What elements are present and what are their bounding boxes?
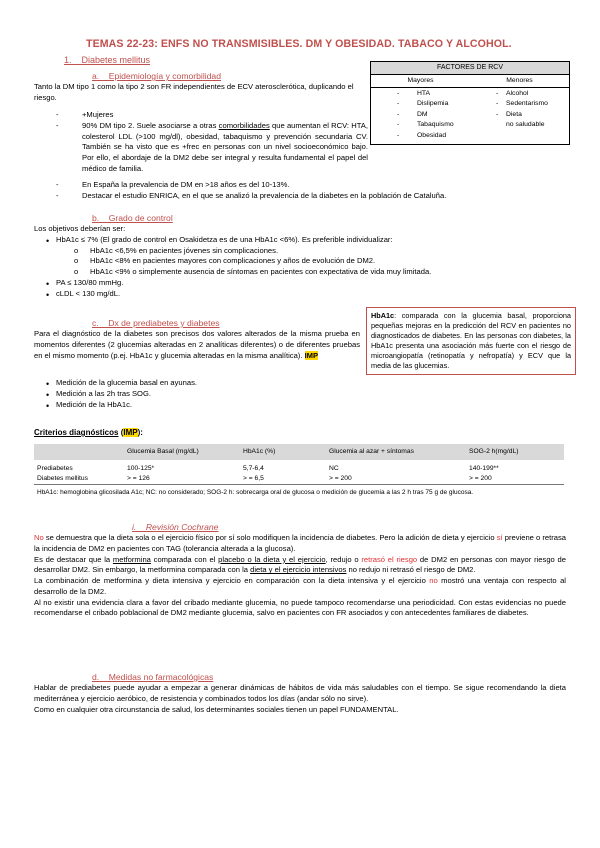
- diagnosis-paragraph: Para el diagnóstico de la diabetes son precisos dos valores alterados de la misma prueba en momentos diferentes (2 glucemias alteradas en 2 analíticas diferentes) o de diferentes pruebas en el mismo momento (p.ej. HbA1c y glucemia alteradas en la misma analítica).: [34, 329, 360, 360]
- table-cell: 100-125*: [127, 464, 155, 472]
- criteria-paren-open: (: [118, 428, 124, 437]
- cochrane-paragraph-3: [34, 576, 566, 598]
- criteria-paren-close: ):: [137, 428, 143, 437]
- epidemiology-intro-text: Tanto la DM tipo 1 como la tipo 2 son FR independientes de ECV aterosclerótica, duplicando el riesgo.: [34, 82, 354, 102]
- table-cell: Diabetes mellitus: [37, 474, 88, 482]
- text-run: metformina: [112, 554, 151, 564]
- text-run: mostró una ventaja con respecto al desarrollo de la DM2.: [34, 576, 566, 596]
- rcv-major-item: - Dislipemia: [371, 99, 470, 110]
- list-item: [56, 121, 368, 175]
- cochrane-text: [34, 533, 566, 619]
- table-header-cell: [34, 444, 124, 460]
- list-item: [56, 180, 556, 191]
- table-cell: Prediabetes: [37, 464, 73, 472]
- table-cell: > = 126: [127, 474, 150, 482]
- control-intro: Los objetivos deberían ser:: [34, 224, 126, 233]
- rcv-minor-item: no saludable: [506, 121, 545, 129]
- section-heading-diagnosis: c. Dx de prediabetes y diabetes: [92, 318, 220, 328]
- list-item-text: 90% DM tipo 2. Suele asociarse a otras: [82, 120, 217, 130]
- criteria-label: Criterios diagnósticos: [34, 428, 119, 437]
- epidemiology-list-top: [56, 110, 368, 175]
- list-item-text: que aumentan el RCV: HTA, colesterol LDL (>100 mg/dl), obesidad, tabaquismo y prevención secundaria CV. También se ha visto que es +frec en personas con un nivel socioeconómico bajo. Por ello, el abordaje de la DM2 debe ser integral y resulta fundamental el papel del médico de familia.: [82, 120, 368, 173]
- cochrane-paragraph-1: [34, 533, 566, 555]
- list-item: [34, 289, 564, 300]
- table-cell: 140-199**: [469, 464, 499, 472]
- emphasis-no: No: [34, 533, 44, 542]
- criteria-footnote: HbA1c: hemoglobina glicosilada A1c; NC: no considerado; SOG-2 h: sobrecarga oral de glucosa o medición de glucemia a las 2 h tras 75 g de glucosa.: [37, 488, 474, 496]
- text-run: previene o retrasa la incidencia de DM2 en pacientes con TAG (tolerancia alterada a la glucosa).: [34, 533, 566, 553]
- rcv-col-minor: Menores: [506, 76, 533, 84]
- text-run: de DM2 en personas con mayor riesgo de desarrollar DM2. Sin embargo, la metformina comparada con la: [34, 554, 566, 575]
- list-item: [34, 235, 564, 246]
- section-heading-cochrane: i. Revisión Cochrane: [132, 522, 219, 532]
- list-item-text: HbA1c <6,5% en pacientes jóvenes sin complicaciones.: [90, 245, 279, 255]
- hba1c-note-lead: HbA1c: [371, 311, 395, 320]
- imp-badge: IMP: [304, 350, 319, 360]
- list-item-text: HbA1c <8% en pacientes mayores con complicaciones y años de evolución de DM2.: [90, 256, 376, 266]
- list-item-text: Destacar el estudio ENRICA, en el que se analizó la prevalencia de la diabetes en la población de Cataluña.: [82, 190, 447, 200]
- text-run: , redujo o: [325, 554, 362, 564]
- comorbidities-term: comorbilidades: [218, 120, 270, 130]
- list-item: [34, 256, 564, 267]
- list-item-text: cLDL < 130 mg/dL.: [56, 288, 121, 298]
- section-heading-epidemiology: a. Epidemiología y comorbilidad: [92, 71, 221, 81]
- section-heading-diabetes: 1. Diabetes mellitus: [64, 55, 151, 65]
- list-item-text: HbA1c <9% o simplemente ausencia de síntomas en pacientes con expectativa de vida muy limitada.: [90, 267, 432, 277]
- list-item: [34, 400, 334, 411]
- table-cell: > = 200: [469, 474, 492, 482]
- criteria-table: [34, 444, 564, 485]
- diagnosis-list: [34, 378, 334, 410]
- text-run: se demuestra que la dieta sola o el ejercicio físico por sí solo modifiquen la incidencia de diabetes. Pero la adición de dieta y ejercicio: [43, 533, 497, 542]
- text-run: retrasó el riesgo: [361, 554, 418, 564]
- text-run: La combinación de metformina y dieta intensiva y ejercicio en comparación con la dieta intensiva y el ejercicio: [34, 576, 430, 586]
- text-run: no redujo ni retrasó el riesgo de DM2.: [346, 565, 476, 575]
- section-heading-control: b. Grado de control: [92, 213, 173, 223]
- control-objectives: [34, 224, 564, 299]
- list-item: [56, 191, 556, 202]
- rcv-major-item: - Tabaquismo: [371, 120, 470, 131]
- table-cell: 5,7-6,4: [243, 464, 264, 472]
- non-pharma-paragraph-2: Como en cualquier otra circunstancia de salud, los determinantes sociales tienen un papel FUNDAMENTAL.: [34, 704, 399, 714]
- criteria-table-figure: [34, 444, 564, 497]
- rcv-table-header: FACTORES DE RCV: [371, 62, 569, 75]
- table-header-cell: Glucemia al azar + síntomas: [326, 444, 466, 460]
- cochrane-paragraph-2: [34, 555, 566, 577]
- non-pharma-text: [34, 683, 566, 715]
- rcv-major-item: - HTA: [371, 89, 470, 100]
- list-item-text: PA ≤ 130/80 mmHg.: [56, 277, 124, 287]
- list-item: [34, 378, 334, 389]
- rcv-col-major: Mayores: [407, 76, 434, 84]
- cochrane-paragraph-4: Al no existir una evidencia clara a favor del cribado mediante glucemia, no puede tampoco recomendarse una periodicidad. Con estas evidencias no puede recomendarse el cribado poblacional de DM2 mediante glucemia, salvo en pacientes con FR asociados y con antecedentes familiares de diabetes.: [34, 597, 566, 618]
- list-item-text: Medición de la glucemia basal en ayunas.: [56, 378, 197, 387]
- hba1c-note-box: [366, 307, 576, 375]
- diagnosis-text: [34, 329, 360, 361]
- list-item: [34, 267, 564, 278]
- table-cell: > = 200: [329, 474, 352, 482]
- list-item: [34, 278, 564, 289]
- emphasis-si: sí: [496, 533, 503, 542]
- rcv-minor-item: - Dieta: [470, 110, 569, 121]
- page-title: TEMAS 22-23: ENFS NO TRANSMISIBLES. DM Y OBESIDAD. TABACO Y ALCOHOL.: [86, 38, 512, 50]
- section-heading-non-pharma: d. Medidas no farmacológicas: [92, 672, 214, 682]
- rcv-minor-item: - Sedentarismo: [470, 99, 569, 110]
- table-header-row: [34, 444, 564, 460]
- list-item-text: +Mujeres: [82, 110, 114, 119]
- table-header-cell: Glucemia Basal (mg/dL): [124, 444, 240, 460]
- list-item: [34, 389, 334, 400]
- non-pharma-paragraph-1: Hablar de prediabetes puede ayudar a empezar a generar dinámicas de hábitos de vida más saludables con el tiempo. Se sigue recomendando la dieta mediterránea y ejercicio aeróbico, de resistencia y combinados todos los días (andar sólo no sirve).: [34, 683, 566, 703]
- list-item-text: HbA1c ≤ 7% (El grado de control en Osakidetza es de una HbA1c <6%). Es preferible individualizar:: [56, 234, 393, 244]
- list-item: [34, 246, 564, 257]
- list-item-text: En España la prevalencia de DM en >18 años es del 10-13%.: [82, 180, 290, 189]
- text-run: dieta y el ejercicio intensivos: [250, 565, 347, 575]
- hba1c-note-text: : comparada con la glucemia basal, proporciona pequeñas mejoras en la predicción del RCV en pacientes no diagnosticados de diabetes. En las personas con diabetes, la HbA1c presenta una asociación más fuerte con el riesgo de microangiopatía (retinopatía y nefropatía) y ECV que la media de las glucemias.: [371, 311, 571, 371]
- epidemiology-intro: [34, 82, 364, 104]
- table-cell: NC: [329, 464, 339, 472]
- rcv-factors-table: [370, 61, 570, 145]
- text-run: comparada con el: [150, 554, 219, 564]
- text-run: placebo o la dieta y el ejercicio: [218, 554, 326, 564]
- list-item: [56, 110, 368, 121]
- rcv-minor-item: - Alcohol: [470, 89, 569, 100]
- table-header-cell: SOG-2 h(mg/dL): [466, 444, 564, 460]
- table-row: [34, 464, 564, 474]
- table-cell: > = 6,5: [243, 474, 264, 482]
- rcv-major-item: - Obesidad: [371, 131, 470, 142]
- imp-badge: IMP: [123, 428, 138, 437]
- text-run: Es de destacar que la: [34, 554, 113, 564]
- list-item-text: Medición a las 2h tras SOG.: [56, 388, 151, 398]
- epidemiology-list-bottom: [56, 180, 556, 202]
- criteria-heading: [34, 427, 143, 438]
- text-run: no: [429, 576, 438, 586]
- table-header-cell: HbA1c (%): [240, 444, 326, 460]
- list-item-text: Medición de la HbA1c.: [56, 399, 132, 409]
- table-row: [34, 474, 564, 485]
- rcv-major-item: - DM: [371, 110, 470, 121]
